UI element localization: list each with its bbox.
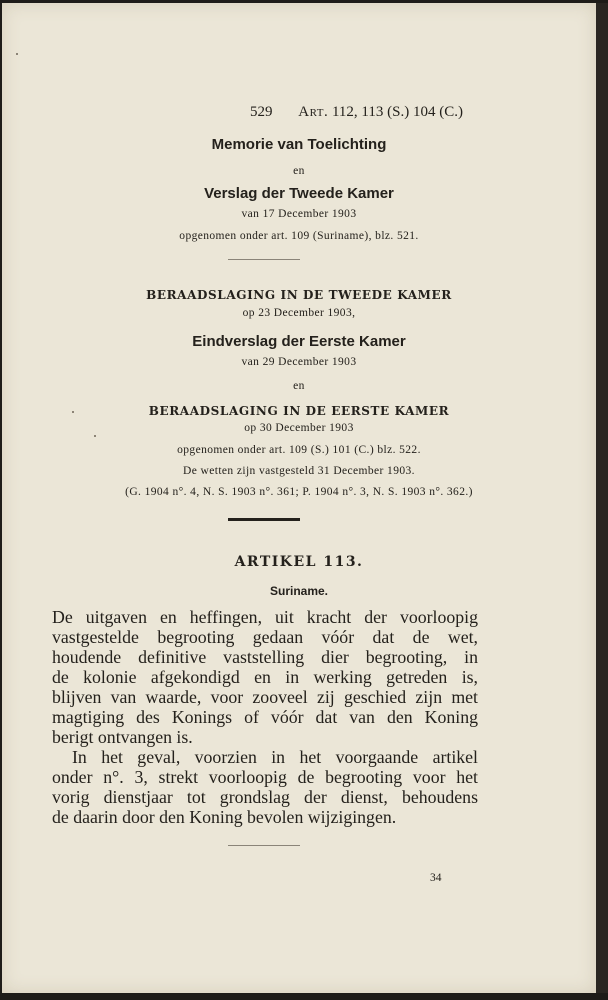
eindverslag-title: Eindverslag der Eerste Kamer xyxy=(192,333,406,350)
section-divider-thick xyxy=(228,518,300,521)
verslag-title: Verslag der Tweede Kamer xyxy=(204,185,394,202)
page-edge xyxy=(596,3,608,993)
body-line: vorig dienstjaar tot grondslag der dienst, behoudens xyxy=(52,787,478,807)
article-body xyxy=(52,607,478,827)
article-subtitle: Suriname. xyxy=(269,584,329,598)
verslag-date: van 17 December 1903 xyxy=(241,208,357,220)
body-line: magtiging des Konings of vóór dat van den Koning xyxy=(52,707,478,727)
eindverslag-date: van 29 December 1903 xyxy=(241,356,357,368)
gazette-citation: (G. 1904 n°. 4, N. S. 1903 n°. 361; P. 1904 n°. 3, N. S. 1903 n°. 362.) xyxy=(125,486,473,498)
section-divider xyxy=(228,259,300,260)
body-line: houdende definitive vaststelling dier begrooting, in xyxy=(52,647,478,667)
tweede-kamer-date: op 23 December 1903, xyxy=(242,307,356,319)
article-title: ARTIKEL 113. xyxy=(234,554,364,570)
eerste-kamer-reference: opgenomen onder art. 109 (S.) 101 (C.) blz. 522. xyxy=(177,444,421,456)
paper-speck xyxy=(16,53,18,55)
body-line: blijven van waarde, voor zooveel zij geschied zijn met xyxy=(52,687,478,707)
body-line: vastgestelde begrooting gedaan vóór dat de wet, xyxy=(52,627,478,647)
memorie-reference: opgenomen onder art. 109 (Suriname), blz. 521. xyxy=(179,230,419,242)
enactment-line: De wetten zijn vastgesteld 31 December 1903. xyxy=(183,465,415,477)
body-line: de daarin door den Koning bevolen wijzigingen. xyxy=(52,807,397,827)
paper-speck xyxy=(94,435,96,437)
signature-mark: 34 xyxy=(430,872,442,884)
page-number: 529 xyxy=(250,104,273,120)
memorie-title: Memorie van Toelichting xyxy=(211,136,387,153)
body-line: In het geval, voorzien in het voorgaande artikel xyxy=(72,747,478,767)
article-ref: 112, 113 (S.) 104 (C.) xyxy=(331,104,463,120)
eerste-kamer-date: op 30 December 1903 xyxy=(244,422,354,434)
tweede-kamer-heading: BERAADSLAGING IN DE TWEEDE KAMER xyxy=(146,288,452,302)
end-divider xyxy=(228,845,300,846)
body-line: berigt ontvangen is. xyxy=(52,727,193,747)
document-page xyxy=(2,3,596,993)
body-line: de kolonie afgekondigd en in werking getreden is, xyxy=(52,667,478,687)
article-ref-prefix: Art. xyxy=(298,104,329,120)
body-line: onder n°. 3, strekt voorloopig de begrooting voor het xyxy=(52,767,478,787)
conjunction-en: en xyxy=(293,380,305,392)
eerste-kamer-heading: BERAADSLAGING IN DE EERSTE KAMER xyxy=(148,404,450,418)
conjunction-en: en xyxy=(293,165,305,177)
body-line: De uitgaven en heffingen, uit kracht der voorloopig xyxy=(52,607,478,627)
running-header xyxy=(250,104,463,121)
